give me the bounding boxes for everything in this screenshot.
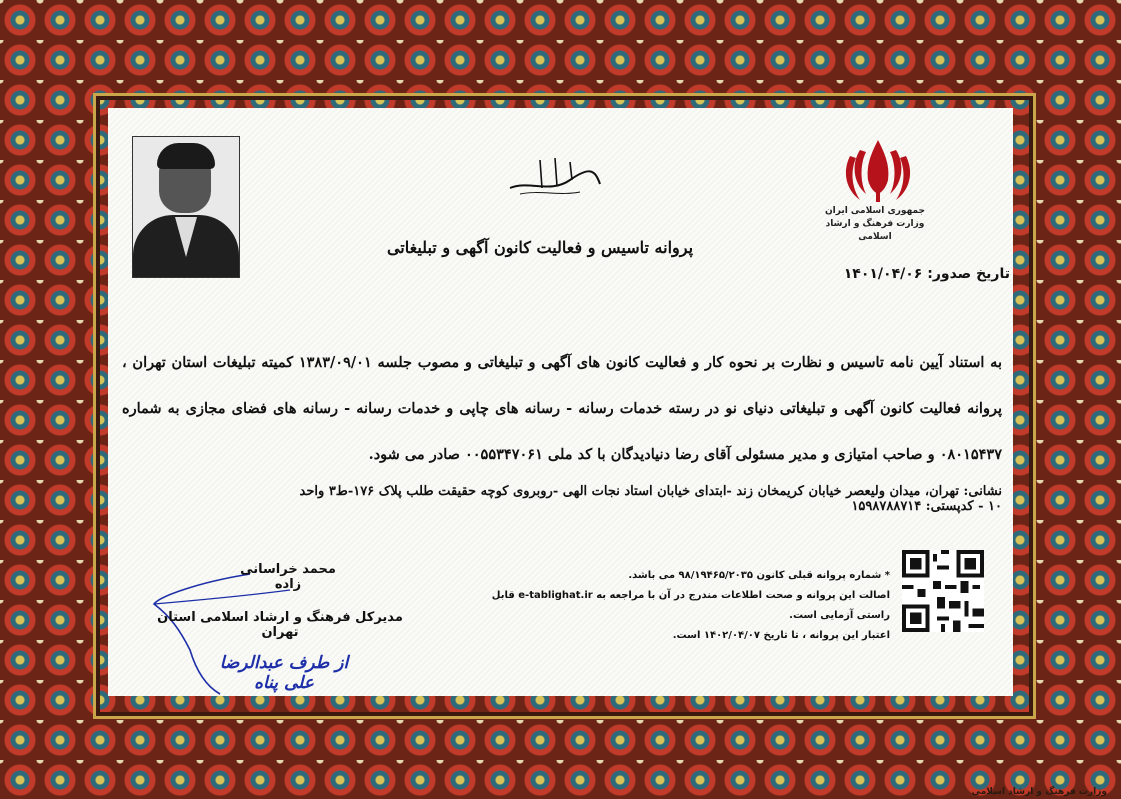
iran-emblem-icon — [838, 132, 918, 212]
issue-date-value: ۱۴۰۱/۰۴/۰۶ — [843, 266, 923, 282]
note-previous-license: * شماره پروانه قبلی کانون ۹۸/۱۹۴۶۵/۲۰۳۵ می باشد. — [628, 570, 890, 581]
emblem-line-2: وزارت فرهنگ و ارشاد اسلامی — [825, 219, 925, 242]
signatory-stamp: از طرف عبدالرضا علی پناه — [219, 653, 349, 693]
emblem-line-1: جمهوری اسلامی ایران — [824, 206, 926, 216]
signatory-title: مدیرکل فرهنگ و ارشاد اسلامی استان تهران — [157, 610, 403, 640]
note-validity: اعتبار این پروانه ، تا تاریخ ۱۴۰۲/۰۴/۰۷ است. — [672, 630, 890, 641]
emblem-caption — [820, 205, 930, 244]
certificate-body: به استناد آیین نامه تاسیس و نظارت بر نحوه کار و فعالیت کانون های آگهی و تبلیغاتی و مصوب جلسه ۱۳۸۳/۰۹/۰۱ کمیته تبلیغات استان تهران ، پروانه فعالیت کانون آگهی و تبلیغاتی دنیای نو در رسته خدمات رسانه - رسانه های چاپی و خدمات رسانه - رسانه های فضای مجازی به شماره ۰۸۰۱۵۴۳۷ و صاحب امتیازی و مدیر مسئولی آقای رضا دنیادیدگان با کد ملی ۰۰۵۵۳۴۷۰۶۱ صادر می شود. — [122, 354, 1002, 463]
notes — [470, 566, 890, 646]
footer-ministry: وزارت فرهنگ و ارشاد اسلامی — [971, 787, 1107, 797]
issue-date — [790, 266, 1010, 282]
holder-photo — [132, 136, 240, 278]
qr-code — [902, 550, 984, 632]
address: نشانی: تهران، میدان ولیعصر خیابان کریمخان زند -ابتدای خیابان استاد نجات الهی -روبروی کوچه حقیقت طلب پلاک ۱۷۶-ط۳ واحد ۱۰ - کدپستی: ۱۵۹۸۷۸۸۷۱۴ — [299, 484, 1002, 514]
basmala-calligraphy — [500, 150, 610, 200]
signatory-name: محمد خراسانی زاده — [240, 562, 336, 592]
note-verification: اصالت این پروانه و صحت اطلاعات مندرج در آن با مراجعه به e-tablighat.ir قابل راستی آزمایی است. — [491, 590, 890, 621]
certificate-title: پروانه تاسیس و فعالیت کانون آگهی و تبلیغاتی — [386, 238, 694, 257]
issue-date-label: تاریخ صدور: — [927, 266, 1010, 282]
